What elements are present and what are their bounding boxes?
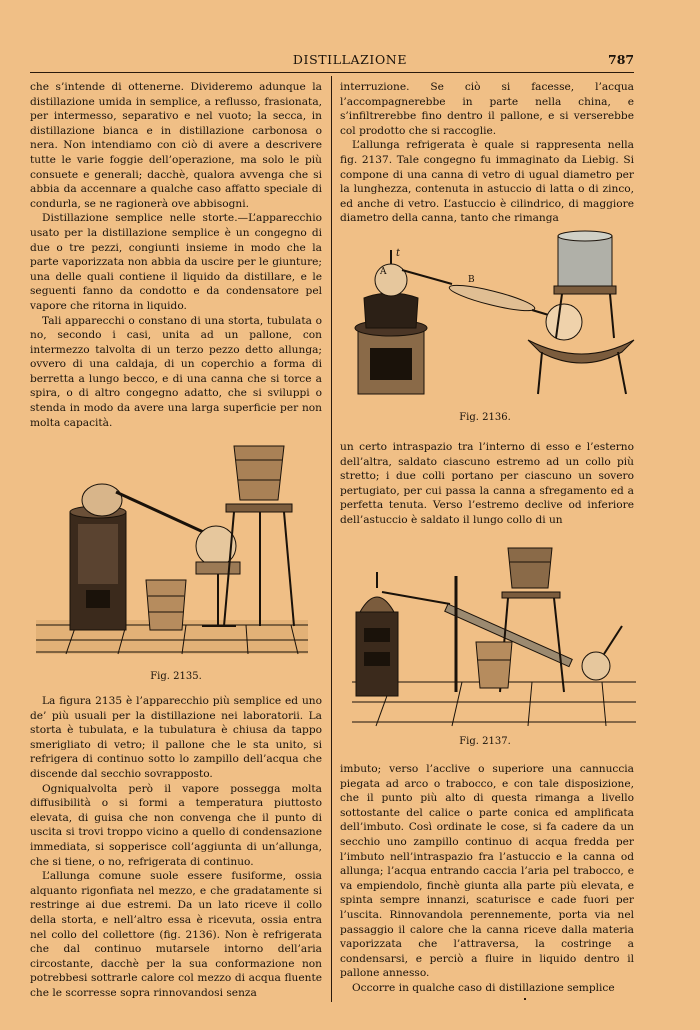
- figure-2135-illustration: [36, 440, 308, 662]
- figure-2136-illustration: [352, 228, 636, 400]
- running-header-title: DISTILLAZIONE: [292, 52, 408, 67]
- paragraph: imbuto; verso l’acclive o superiore una cannuccia piegata ad arco o trabocco, e con tale disposizione, che il punto più alto di questa rimanga a livello sottostante del calice o parte conica ed amplificata dell’imbuto. Così ordinate le cose, si fa cadere da un secchio uno zampillo continuo di acqua fredda per l’imbuto nell’intraspazio fra l’astuccio e la canna od allunga; l’acqua entrando caccia l’aria pel trabocco, e va empiendolo, finchè giunta alla parte più elevata, e spinta sempre innanzi, scaturisce e cade fuori per l’uscita. Rinnovandola perennemente, porta via nel passaggio il calore che la canna riceve dalla materia vaporizzata che l’attraversa, la costringe a condensarsi, e perciò a fluire in liquido dentro il pallone annesso.: [340, 763, 634, 980]
- page-number: 787: [608, 52, 635, 67]
- right-column-middle-text: [340, 440, 634, 528]
- paragraph: Occorre in qualche caso di distillazione semplice: [352, 981, 615, 994]
- left-column-bottom-text: [30, 694, 322, 1000]
- figure-2136-caption: Fig. 2136.: [459, 412, 511, 423]
- paragraph: un certo intraspazio tra l’interno di esso e l’esterno dell’altra, saldato ciascuno estremo ad un collo più stretto; i due colli portano per ciascuno un sovero pertugiato, per cui passa la canna a sfregamento ed a perfetta tenuta. Verso l’estremo declive od inferiore dell’astuccio è saldato il lungo collo di un: [340, 441, 634, 526]
- fig-2136-label-t: t: [396, 248, 401, 259]
- left-column-top-text: [30, 80, 322, 430]
- paragraph: che s’intende di ottenerne. Divideremo adunque la distillazione umida in semplice, a reflusso, frasionata, per intermesso, separativo e nel vuoto; la secca, in distillazione bianca e in distillazione carbonosa o nera. Non intendiamo con ciò di avere a descrivere tutte le varie foggie dell’operazione, ma solo le più consuete e generali; dacchè, qualora avvenga che si abbia da accennare a qualche caso affatto speciale di condurla, se ne ragionerà ove abbisogni.: [30, 81, 322, 210]
- print-speck: [524, 998, 526, 1000]
- right-column-bottom-text: [340, 762, 634, 996]
- fig-2136-label-a: A: [380, 267, 387, 277]
- paragraph: Tali apparecchi o constano di una storta, tubulata o no, secondo i casi, unita ad un pallone, con intermezzo talvolta di un terzo pezzo detto allunga; ovvero di una caldaja, di un coperchio a forma di berretta a lungo becco, e di una canna che si torce a spira, o di altro congegno adatto, che si sviluppi o stenda in modo da avere una larga superficie per non molta capacità.: [30, 314, 322, 429]
- paragraph: La figura 2135 è l’apparecchio più semplice ed uno de’ più usuali per la distillazione nei laboratorii. La storta è tubulata, e la tubulatura è chiusa da tappo smerigliato di vetro; il pallone che le sta unito, si refrigera di continuo sotto lo zampillo dell’acqua che discende dal secchio sovrapposto.: [30, 695, 322, 780]
- paragraph: Distillazione semplice nelle storte.—L’apparecchio usato per la distillazione semplice è un congegno di due o tre pezzi, congiunti insieme in modo che la parte vaporizzata non abbia da uscire per le giunture; una delle quali contiene il liquido da distillare, e le seguenti fanno da condotto e da condensatore pel vapore che ritorna in liquido.: [30, 212, 322, 312]
- header-rule: [30, 72, 634, 73]
- figure-2137-caption: Fig. 2137.: [459, 736, 511, 747]
- paragraph: Ogniqualvolta però il vapore possegga molta diffusibilità o si formi a temperatura piuttosto elevata, di guisa che non convenga che il punto di uscita si trovi troppo vicino a quello di condensazione immediata, si sopperisce coll’aggiunta di un’allunga, che si tiene, o no, refrigerata di continuo.: [30, 782, 322, 868]
- figure-2137-illustration: [352, 542, 636, 728]
- right-column-top-text: [340, 80, 634, 226]
- paragraph: interruzione. Se ciò si facesse, l’acqua l’accompagnerebbe in parte nella china, e s’infiltrerebbe fino dentro il pallone, e si verserebbe col prodotto che si raccoglie.: [340, 81, 634, 137]
- figure-2135-caption: Fig. 2135.: [150, 671, 202, 682]
- column-divider: [331, 76, 332, 1002]
- fig-2136-label-b: B: [468, 275, 475, 285]
- paragraph: L’allunga refrigerata è quale si rappresenta nella fig. 2137. Tale congegno fu immaginato da Liebig. Si compone di una canna di vetro di ugual diametro per la lunghezza, contenuta in astuccio di latta o di zinco, ed anche di vetro. L’astuccio è cilindrico, di maggiore diametro della canna, tanto che rimanga: [340, 139, 634, 225]
- paragraph: L’allunga comune suole essere fusiforme, ossia alquanto rigonfiata nel mezzo, e che gradatamente si restringe ai due estremi. Da un lato riceve il collo della storta, e nell’altro essa è ricevuta, ossia entra nel collo del collettore (fig. 2136). Non è refrigerata che dal continuo mutarsele intorno dell’aria circostante, dacchè per la sua conformazione non potrebbesi sottrarle calore col mezzo di acqua fluente che le scorresse sopra rinnovandosi senza: [30, 870, 322, 999]
